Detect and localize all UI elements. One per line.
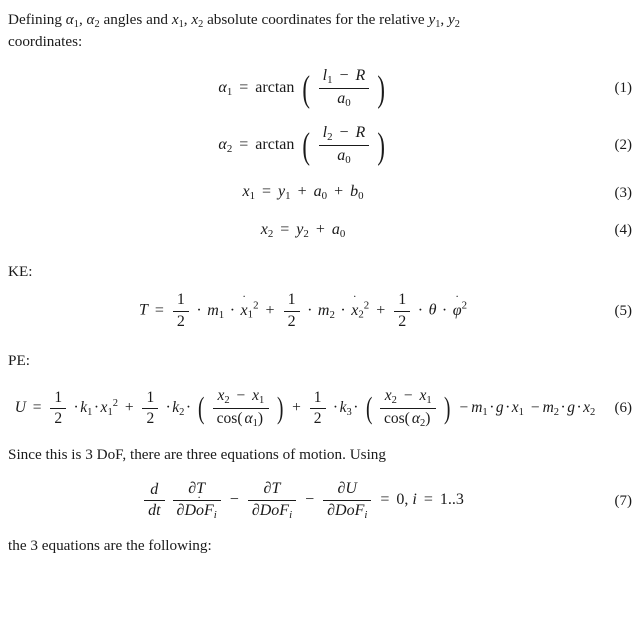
symbol-y1: y1 [428,11,441,30]
equation-body-2: α2 = arctan ( $\frac{l2 - R}{a0}$ ) [218,124,386,166]
equation-body-3: x1 = y1 + a0 + b0 [242,183,364,203]
equation-number-4: (4) [614,222,632,239]
symbol-y2: y2 [447,11,460,30]
equation-number-1: (1) [614,80,632,97]
equation-row-5 [0,291,644,331]
equation-body-6: U = $\frac{1}{2}$ $\cdot k1\cdot x1^2$ + $\frac{1}{2}$ ·k2· ( $\frac{x2 - x1}{\cos( \alpha 1)}$ ) + $\frac{1}{2}$ ·k3· ( $\frac{x2 - x1}{\cos( \alpha 2)}$ ) − m1·g·x1 − m2·g·x2 [14,386,596,429]
equation-number-5: (5) [614,303,632,320]
equation-row-1 [0,67,644,109]
symbol-alpha1: α1 [65,11,79,30]
intro-text-part4: coordinates: [8,32,83,50]
equation-row-2 [0,124,644,166]
dof-sentence: Since this is 3 DoF, there are three equations of motion. Using [8,445,386,463]
equation-body-1: α1 = arctan ( $\frac{l1 - R}{a0}$ ) [218,67,386,109]
equation-row-7 [0,480,644,521]
equation-row-4 [0,219,644,242]
equation-body-5: T = $\frac{1}{2}$ · m1 · $x1^2$ + $\frac{1}{2}$ · m2 · $x2^2$ + $\frac{1}{2}$ · θ · $\varphi^2$ [138,291,468,330]
pe-label: PE: [8,352,30,370]
equation-number-3: (3) [614,184,632,201]
equation-row-6 [0,387,644,430]
intro-paragraph: Defining α1, α2 angles and x1, x2 absolute coordinates for the relative y1, y2 coordinates: [8,11,460,50]
intro-text-part3: absolute coordinates for the relative [203,11,429,28]
equation-number-6: (6) [614,400,632,417]
symbol-x2: x2 [191,11,204,30]
closing-sentence: the 3 equations are the following: [8,537,212,555]
equation-number-2: (2) [614,137,632,154]
equation-body-4: x2 = y2 + a0 [260,221,346,241]
symbol-alpha2: α2 [86,11,100,30]
equation-number-7: (7) [614,492,632,509]
intro-text-part2: angles and [99,11,172,28]
ke-label: KE: [8,262,33,280]
equation-body-7: $\frac{d}{dt}$ ∂T ∂ DoF$_i$ − $\frac{\partial T}{\partial DoF_i}$ − $\frac{\partial U}{\partial DoF_i}$ = 0, i = 1..3 [8,480,598,521]
symbol-x1: x1 [171,11,184,30]
intro-text-part1: Defining [8,11,66,28]
equation-row-3 [0,181,644,204]
